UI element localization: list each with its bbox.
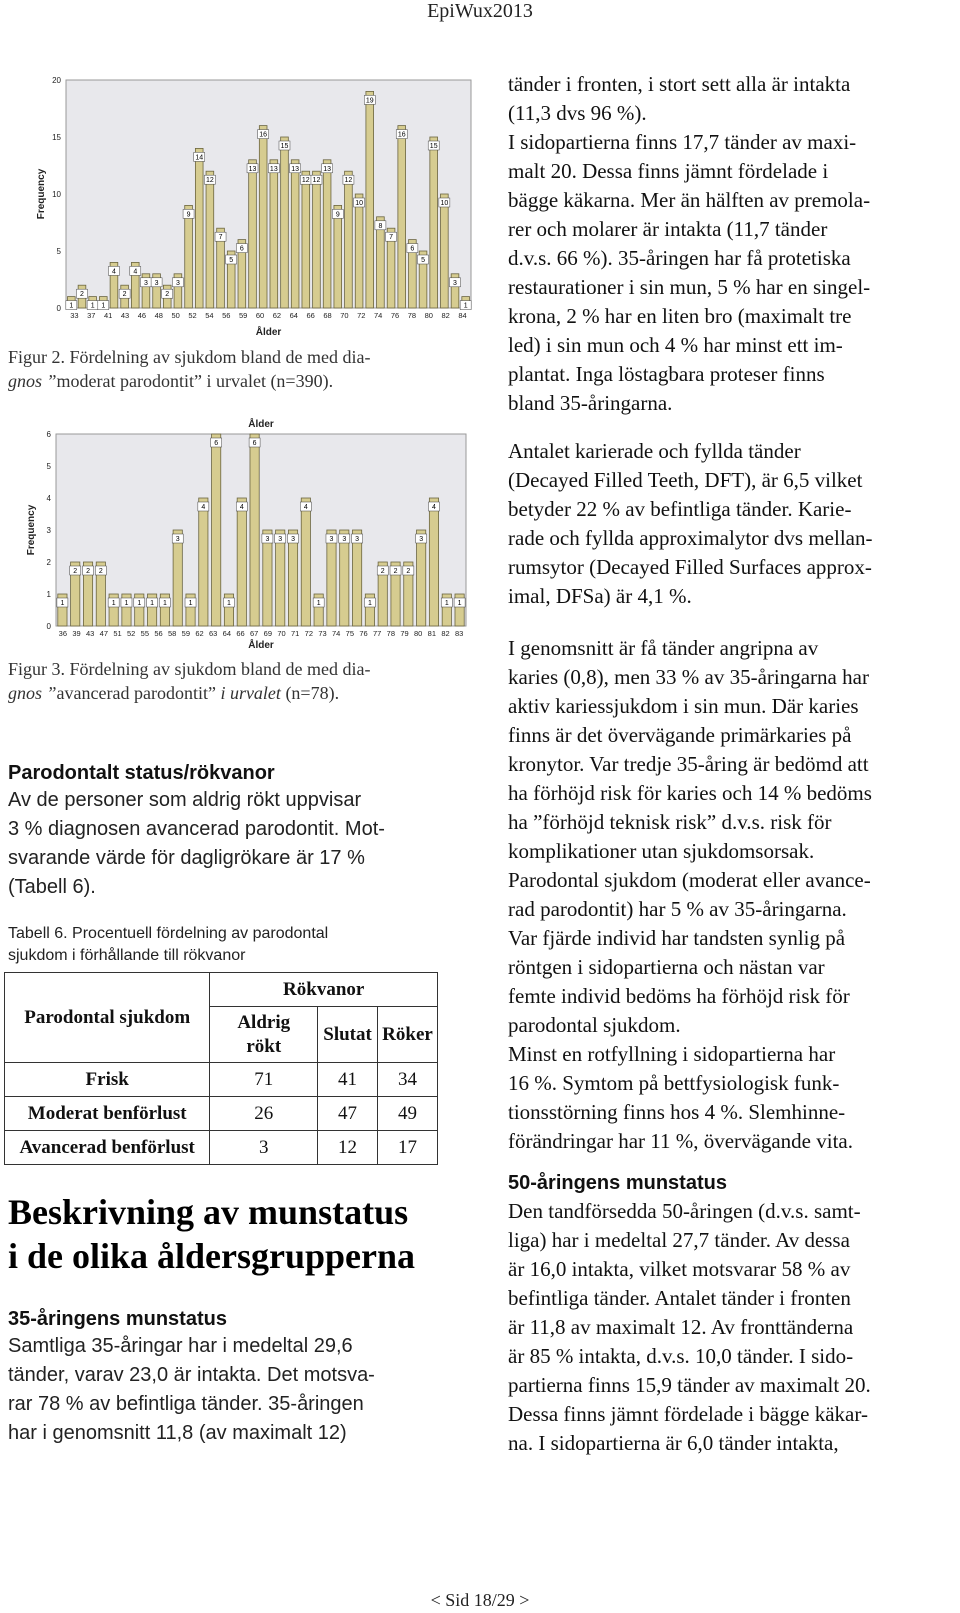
bar [327, 530, 336, 626]
bar-label: 4 [112, 268, 116, 276]
y-tick-label: 10 [52, 190, 61, 199]
bar [334, 205, 342, 308]
x-tick-label: 48 [154, 311, 163, 320]
bar-label: 3 [265, 536, 270, 543]
x-tick-label: 82 [441, 311, 450, 320]
x-tick-label: 55 [140, 629, 150, 638]
x-tick-label: 56 [222, 311, 231, 320]
bar-label: 13 [323, 165, 332, 173]
text-line: komplikationer utan sjukdomsorsak. [508, 839, 815, 863]
bar-label: 1 [150, 600, 155, 607]
table-cell: 34 [378, 1063, 438, 1097]
bar-label: 2 [393, 568, 398, 575]
col-line: rökt [246, 1035, 282, 1057]
table-cell: 41 [318, 1063, 378, 1097]
bar-label: 13 [269, 165, 278, 173]
bar [430, 137, 438, 308]
figure-3-caption [8, 657, 458, 705]
figure-3-caption-end: (n=78). [280, 683, 340, 703]
bar-label: 1 [316, 600, 321, 607]
bar [250, 434, 259, 626]
bar [212, 434, 221, 626]
right-paragraph-3 [508, 634, 953, 1156]
x-tick-label: 79 [400, 629, 409, 638]
bar-label: 1 [124, 600, 129, 607]
text-line: na. I sidopartierna är 6,0 tänder intakta, [508, 1431, 839, 1455]
x-tick-label: 82 [441, 629, 450, 638]
x-tick-label: 47 [99, 629, 109, 638]
right-paragraph-2 [508, 437, 953, 611]
text-line: rumsytor (Decayed Filled Surfaces approx- [508, 555, 872, 579]
text-line: (11,3 dvs 96 %). [508, 101, 647, 125]
text-line: har i genomsnitt 11,8 (av maximalt 12) [8, 1422, 347, 1444]
bar [313, 171, 321, 308]
bar-label: 2 [406, 568, 411, 575]
chart-title: Ålder [248, 419, 274, 430]
text-line: I genomsnitt är få tänder angripna av [508, 636, 819, 660]
text-line: Parodontal sjukdom (moderat eller avance- [508, 868, 871, 892]
bar-label: 1 [137, 600, 142, 607]
table-row [5, 1131, 438, 1165]
text-line: Var fjärde individ har tandsten synlig på [508, 926, 846, 950]
bar-label: 4 [133, 268, 138, 276]
smoking-section [8, 760, 448, 902]
text-line: tänder i fronten, i stort sett alla är intakta [508, 72, 851, 96]
bar [276, 530, 285, 626]
text-line: Samtliga 35-åringar har i medeltal 29,6 [8, 1335, 353, 1357]
bar-label: 9 [186, 211, 191, 219]
text-line: Tabell 6. Procentuell fördelning av parodontal [8, 925, 329, 942]
x-tick-label: 81 [427, 629, 437, 638]
bar-label: 1 [367, 600, 372, 607]
bar-label: 3 [355, 536, 360, 543]
x-tick-label: 70 [340, 311, 349, 320]
bar [398, 126, 406, 308]
title-line: Beskrivning av munstatus [8, 1192, 409, 1232]
text-line: liga) har i medeltal 27,7 tänder. Av dessa [508, 1228, 850, 1252]
bar-label: 1 [162, 600, 167, 607]
bar-label: 12 [205, 177, 214, 185]
text-line: tionsstörning finns hos 4 %. Slemhinne- [508, 1100, 846, 1124]
bar [185, 205, 193, 308]
bar-label: 9 [335, 211, 340, 219]
text-line: 16 %. Symtom på bettfysiologisk funk- [508, 1071, 840, 1095]
x-tick-label: 43 [85, 629, 95, 638]
bar-label: 3 [453, 279, 457, 287]
x-tick-label: 64 [289, 311, 298, 320]
y-tick-label: 0 [46, 622, 51, 631]
table-row [5, 1097, 438, 1131]
text-line: bland 35-åringarna. [508, 391, 673, 415]
bar-label: 2 [80, 291, 84, 299]
x-tick-label: 67 [249, 629, 259, 638]
x-tick-label: 76 [390, 311, 400, 320]
bar [301, 498, 310, 626]
x-tick-label: 50 [171, 311, 180, 320]
text-line: (Tabell 6). [8, 876, 96, 898]
x-tick-label: 78 [386, 629, 396, 638]
figure-3-caption-prefix: Figur 3. Fördelning av sjukdom bland de med dia- [8, 659, 371, 679]
x-tick-label: 74 [331, 629, 341, 638]
bar-label: 6 [410, 245, 415, 253]
figure-2-caption-rest: moderat parodontit” i urvalet (n=390). [56, 371, 334, 391]
y-tick-label: 6 [46, 430, 51, 439]
x-tick-label: 68 [323, 311, 332, 320]
bar [377, 217, 385, 308]
table-cell: 17 [378, 1131, 438, 1165]
text-line: ha ”förhöjd teknisk risk” d.v.s. risk för [508, 810, 832, 834]
x-tick-label: 58 [167, 629, 177, 638]
bar-label: 16 [259, 131, 268, 139]
x-tick-label: 59 [239, 311, 248, 320]
section-title [8, 1190, 468, 1278]
bar-label: 4 [303, 504, 308, 511]
bar-label: 6 [252, 440, 257, 447]
bar-label: 1 [463, 302, 468, 310]
bar-label: 1 [227, 600, 231, 607]
x-tick-label: 80 [424, 311, 433, 320]
figure-3-caption-italic: gnos ” [8, 683, 57, 703]
x-tick-label: 41 [104, 311, 113, 320]
page-header: EpiWux2013 [427, 0, 533, 22]
table-row-label: Avancerad benförlust [5, 1131, 210, 1165]
text-line: restaurationer i sin mun, 5 % har en singel- [508, 275, 871, 299]
x-tick-label: 75 [345, 629, 355, 638]
bar-label: 3 [175, 536, 180, 543]
bar-label: 3 [278, 536, 283, 543]
x-tick-label: 80 [413, 629, 423, 638]
bar-label: 16 [397, 131, 406, 139]
x-tick-label: 59 [181, 629, 191, 638]
y-tick-label: 5 [56, 247, 61, 256]
x-tick-label: 71 [290, 629, 300, 638]
y-tick-label: 3 [46, 526, 51, 535]
figure-3-caption-italic2: i urvalet [215, 683, 281, 703]
table-cell: 49 [378, 1097, 438, 1131]
bar [302, 171, 310, 308]
bar-label: 2 [73, 568, 78, 575]
bar-label: 7 [389, 234, 394, 242]
text-line: Antalet karierade och fyllda tänder [508, 439, 801, 463]
text-line: förändringar har 11 %, övervägande vita. [508, 1129, 853, 1153]
bar-label: 14 [195, 154, 204, 162]
bar-label: 1 [111, 600, 116, 607]
bar-label: 4 [239, 504, 244, 511]
text-line: krona, 2 % har en liten bro (maximalt tre [508, 304, 852, 328]
bar-label: 2 [380, 568, 385, 575]
bar-label: 3 [175, 279, 180, 287]
text-line: är 11,8 av maximalt 12. Av fronttänderna [508, 1315, 854, 1339]
x-tick-label: 72 [304, 629, 314, 638]
table-group-header: Rökvanor [210, 973, 438, 1007]
x-tick-label: 66 [306, 311, 315, 320]
x-tick-label: 51 [113, 629, 122, 638]
text-line: svarande värde för dagligrökare är 17 % [8, 847, 365, 869]
text-line: rar 78 % av befintliga tänder. 35-åringen [8, 1393, 364, 1415]
bar [291, 160, 299, 308]
smoking-section-heading: Parodontalt status/rökvanor [8, 762, 275, 784]
table-col-quit: Slutat [318, 1007, 378, 1063]
y-axis-label: Frequency [26, 504, 37, 556]
x-tick-label: 77 [372, 629, 382, 638]
text-line: är 16,0 intakta, vilket motsvarar 58 % av [508, 1257, 851, 1281]
bar-label: 6 [239, 245, 244, 253]
bar [417, 530, 426, 626]
figure-3-caption-rest: avancerad parodontit” [56, 683, 216, 703]
table-cell: 12 [318, 1131, 378, 1165]
right-paragraph-1 [508, 70, 953, 418]
table-col-never-smoked [210, 1007, 318, 1063]
x-tick-label: 36 [58, 629, 68, 638]
bar [345, 171, 353, 308]
x-tick-label: 60 [255, 311, 265, 320]
text-line: befintliga tänder. Antalet tänder i fronten [508, 1286, 851, 1310]
text-line: plantat. Inga löstagbara proteser finns [508, 362, 825, 386]
text-line: Av de personer som aldrig rökt uppvisar [8, 789, 362, 811]
text-line: rade och fyllda approximalytor dvs mellan- [508, 526, 873, 550]
text-line: 3 % diagnosen avancerad parodontit. Mot- [8, 818, 385, 840]
bar [173, 530, 182, 626]
x-tick-label: 39 [72, 629, 81, 638]
text-line: rad parodontit) har 5 % av 35-åringarna. [508, 897, 847, 921]
table-row-header-label: Parodontal sjukdom [5, 973, 210, 1063]
smoking-section-text [8, 786, 448, 902]
text-line: rer och molarer är intakta (11,7 tänder [508, 217, 828, 241]
age35-heading: 35-åringens munstatus [8, 1308, 227, 1330]
text-line: imal, DFSa) är 4,1 %. [508, 584, 692, 608]
text-line: aktiv kariessjukdom i sin mun. Där karies [508, 694, 859, 718]
figure-2-caption-italic: gnos ” [8, 371, 57, 391]
text-line: sjukdom i förhållande till rökvanor [8, 947, 246, 964]
y-tick-label: 20 [52, 76, 61, 85]
x-tick-label: 62 [272, 311, 282, 320]
bar [288, 530, 297, 626]
text-line: Dessa finns jämnt fördelade i bägge käkar- [508, 1402, 868, 1426]
x-tick-label: 37 [87, 311, 96, 320]
bar-label: 1 [90, 302, 95, 310]
bar [366, 91, 374, 308]
text-line: partierna finns 15,9 tänder av maximalt 20. [508, 1373, 871, 1397]
x-tick-label: 83 [454, 629, 464, 638]
age50-heading: 50-åringens munstatus [508, 1172, 727, 1194]
y-tick-label: 4 [46, 494, 51, 503]
bar-label: 15 [280, 143, 289, 150]
bar-label: 19 [365, 97, 374, 105]
x-tick-label: 73 [318, 629, 327, 638]
y-tick-label: 15 [52, 133, 61, 142]
bar [270, 160, 278, 308]
bar-label: 7 [218, 234, 223, 242]
x-tick-label: 52 [126, 629, 136, 638]
bar [429, 498, 438, 626]
col-line: Aldrig [237, 1011, 291, 1033]
bar [281, 137, 289, 308]
table-6 [4, 972, 438, 1165]
bar-label: 5 [421, 257, 425, 264]
title-line: i de olika åldersgrupperna [8, 1236, 416, 1276]
table-cell: 26 [210, 1097, 318, 1131]
bar [249, 160, 257, 308]
text-line: Den tandförsedda 50-åringen (d.v.s. samt- [508, 1199, 861, 1223]
bar-label: 3 [329, 536, 334, 543]
bar-label: 10 [440, 200, 449, 207]
text-line: är 85 % intakta, d.v.s. 10,0 tänder. I sido- [508, 1344, 854, 1368]
bar [263, 530, 272, 626]
bar-label: 3 [291, 536, 295, 543]
x-tick-label: 63 [208, 629, 218, 638]
bar-label: 15 [429, 143, 438, 150]
text-line: I sidopartierna finns 17,7 tänder av maxi- [508, 130, 857, 154]
x-tick-label: 72 [357, 311, 366, 320]
bar [259, 126, 267, 308]
page-footer: < Sid 18/29 > [430, 1590, 530, 1610]
bar [441, 194, 449, 308]
bar-label: 1 [60, 600, 65, 607]
bar-label: 4 [432, 504, 436, 511]
bar-label: 2 [122, 291, 127, 299]
x-tick-label: 62 [195, 629, 204, 638]
x-tick-label: 33 [70, 311, 79, 320]
x-tick-label: 56 [154, 629, 163, 638]
x-tick-label: 43 [120, 311, 130, 320]
text-line: Minst en rotfyllning i sidopartierna har [508, 1042, 836, 1066]
text-line: led) i sin mun och 4 % har minst ett im- [508, 333, 843, 357]
text-line: malt 20. Dessa finns jämnt fördelade i [508, 159, 829, 183]
right-paragraph-4 [508, 1197, 953, 1458]
age35-text [8, 1332, 468, 1448]
table-cell: 3 [210, 1131, 318, 1165]
y-tick-label: 5 [46, 462, 51, 471]
x-tick-label: 46 [137, 311, 147, 320]
bar-label: 12 [344, 177, 353, 185]
text-line: ha förhöjd risk för karies och 14 % bedöms [508, 781, 872, 805]
x-tick-label: 69 [263, 629, 273, 638]
table-6-caption [8, 923, 448, 967]
bar [355, 194, 363, 308]
x-tick-label: 74 [374, 311, 383, 320]
bar-label: 8 [378, 222, 383, 230]
text-line: femte individ bedöms ha förhöjd risk för [508, 984, 850, 1008]
bar-label: 3 [342, 536, 347, 543]
bar-label: 2 [98, 568, 103, 575]
bar [340, 530, 349, 626]
y-axis-label: Frequency [36, 168, 47, 220]
text-line: karies (0,8), men 33 % av 35-åringarna har [508, 665, 869, 689]
bar [352, 530, 361, 626]
text-line: röntgen i sidopartierna och nästan var [508, 955, 825, 979]
bar-label: 10 [355, 200, 363, 207]
x-axis-label: Ålder [255, 327, 282, 338]
bar [206, 171, 214, 308]
bar-label: 1 [188, 600, 193, 607]
bar-label: 6 [214, 440, 219, 447]
bar-label: 13 [248, 165, 257, 173]
table-cell: 47 [318, 1097, 378, 1131]
bar-label: 12 [312, 177, 321, 185]
text-line: bägge käkarna. Mer än hälften av premola- [508, 188, 871, 212]
text-line: finns är det övervägande primärkaries på [508, 723, 852, 747]
text-line: parodontal sjukdom. [508, 1013, 681, 1037]
bar-label: 2 [165, 291, 170, 299]
bar-label: 3 [143, 279, 148, 287]
bar-label: 1 [101, 302, 106, 310]
bar-label: 12 [301, 177, 310, 185]
x-tick-label: 84 [458, 311, 467, 320]
bar-label: 3 [154, 279, 159, 287]
y-tick-label: 2 [46, 558, 51, 567]
x-tick-label: 76 [359, 629, 368, 638]
bar-label: 4 [201, 504, 206, 511]
y-tick-label: 0 [56, 304, 61, 313]
table-cell: 71 [210, 1063, 318, 1097]
figure-2-caption-prefix: Figur 2. Fördelning av sjukdom bland de med dia- [8, 347, 371, 367]
table-row-label: Frisk [5, 1063, 210, 1097]
bar [323, 160, 331, 308]
x-axis-label: Ålder [248, 640, 274, 651]
bar-label: 3 [419, 536, 424, 543]
bar [195, 148, 203, 308]
bar [237, 498, 246, 626]
bar-label: 13 [291, 165, 300, 173]
x-tick-label: 64 [222, 629, 232, 638]
bar [199, 498, 208, 626]
bar-label: 2 [86, 568, 90, 575]
x-tick-label: 66 [236, 629, 245, 638]
bar-label: 1 [444, 600, 449, 607]
text-line: kronytor. Var tredje 35-åring är bedömd att [508, 752, 869, 776]
figure-2-caption [8, 345, 458, 393]
text-line: tänder, varav 23,0 är intakta. Det motsva- [8, 1364, 375, 1386]
x-tick-label: 54 [205, 311, 214, 320]
text-line: (Decayed Filled Teeth, DFT), är 6,5 vilket [508, 468, 863, 492]
table-col-smoker: Röker [378, 1007, 438, 1063]
text-line: betyder 22 % av befintliga tänder. Karie- [508, 497, 852, 521]
table-row-label: Moderat benförlust [5, 1097, 210, 1131]
x-tick-label: 78 [407, 311, 417, 320]
table-row [5, 1063, 438, 1097]
figure-2-chart [8, 62, 478, 342]
bar-label: 1 [69, 302, 74, 310]
x-tick-label: 70 [277, 629, 286, 638]
age35-section [8, 1306, 468, 1448]
text-line: d.v.s. 66 %). 35-åringen har få protetiska [508, 246, 851, 270]
x-tick-label: 52 [188, 311, 197, 320]
figure-3-chart [8, 412, 478, 652]
bar-label: 5 [229, 257, 234, 264]
bar-label: 1 [457, 600, 462, 607]
y-tick-label: 1 [46, 590, 51, 599]
